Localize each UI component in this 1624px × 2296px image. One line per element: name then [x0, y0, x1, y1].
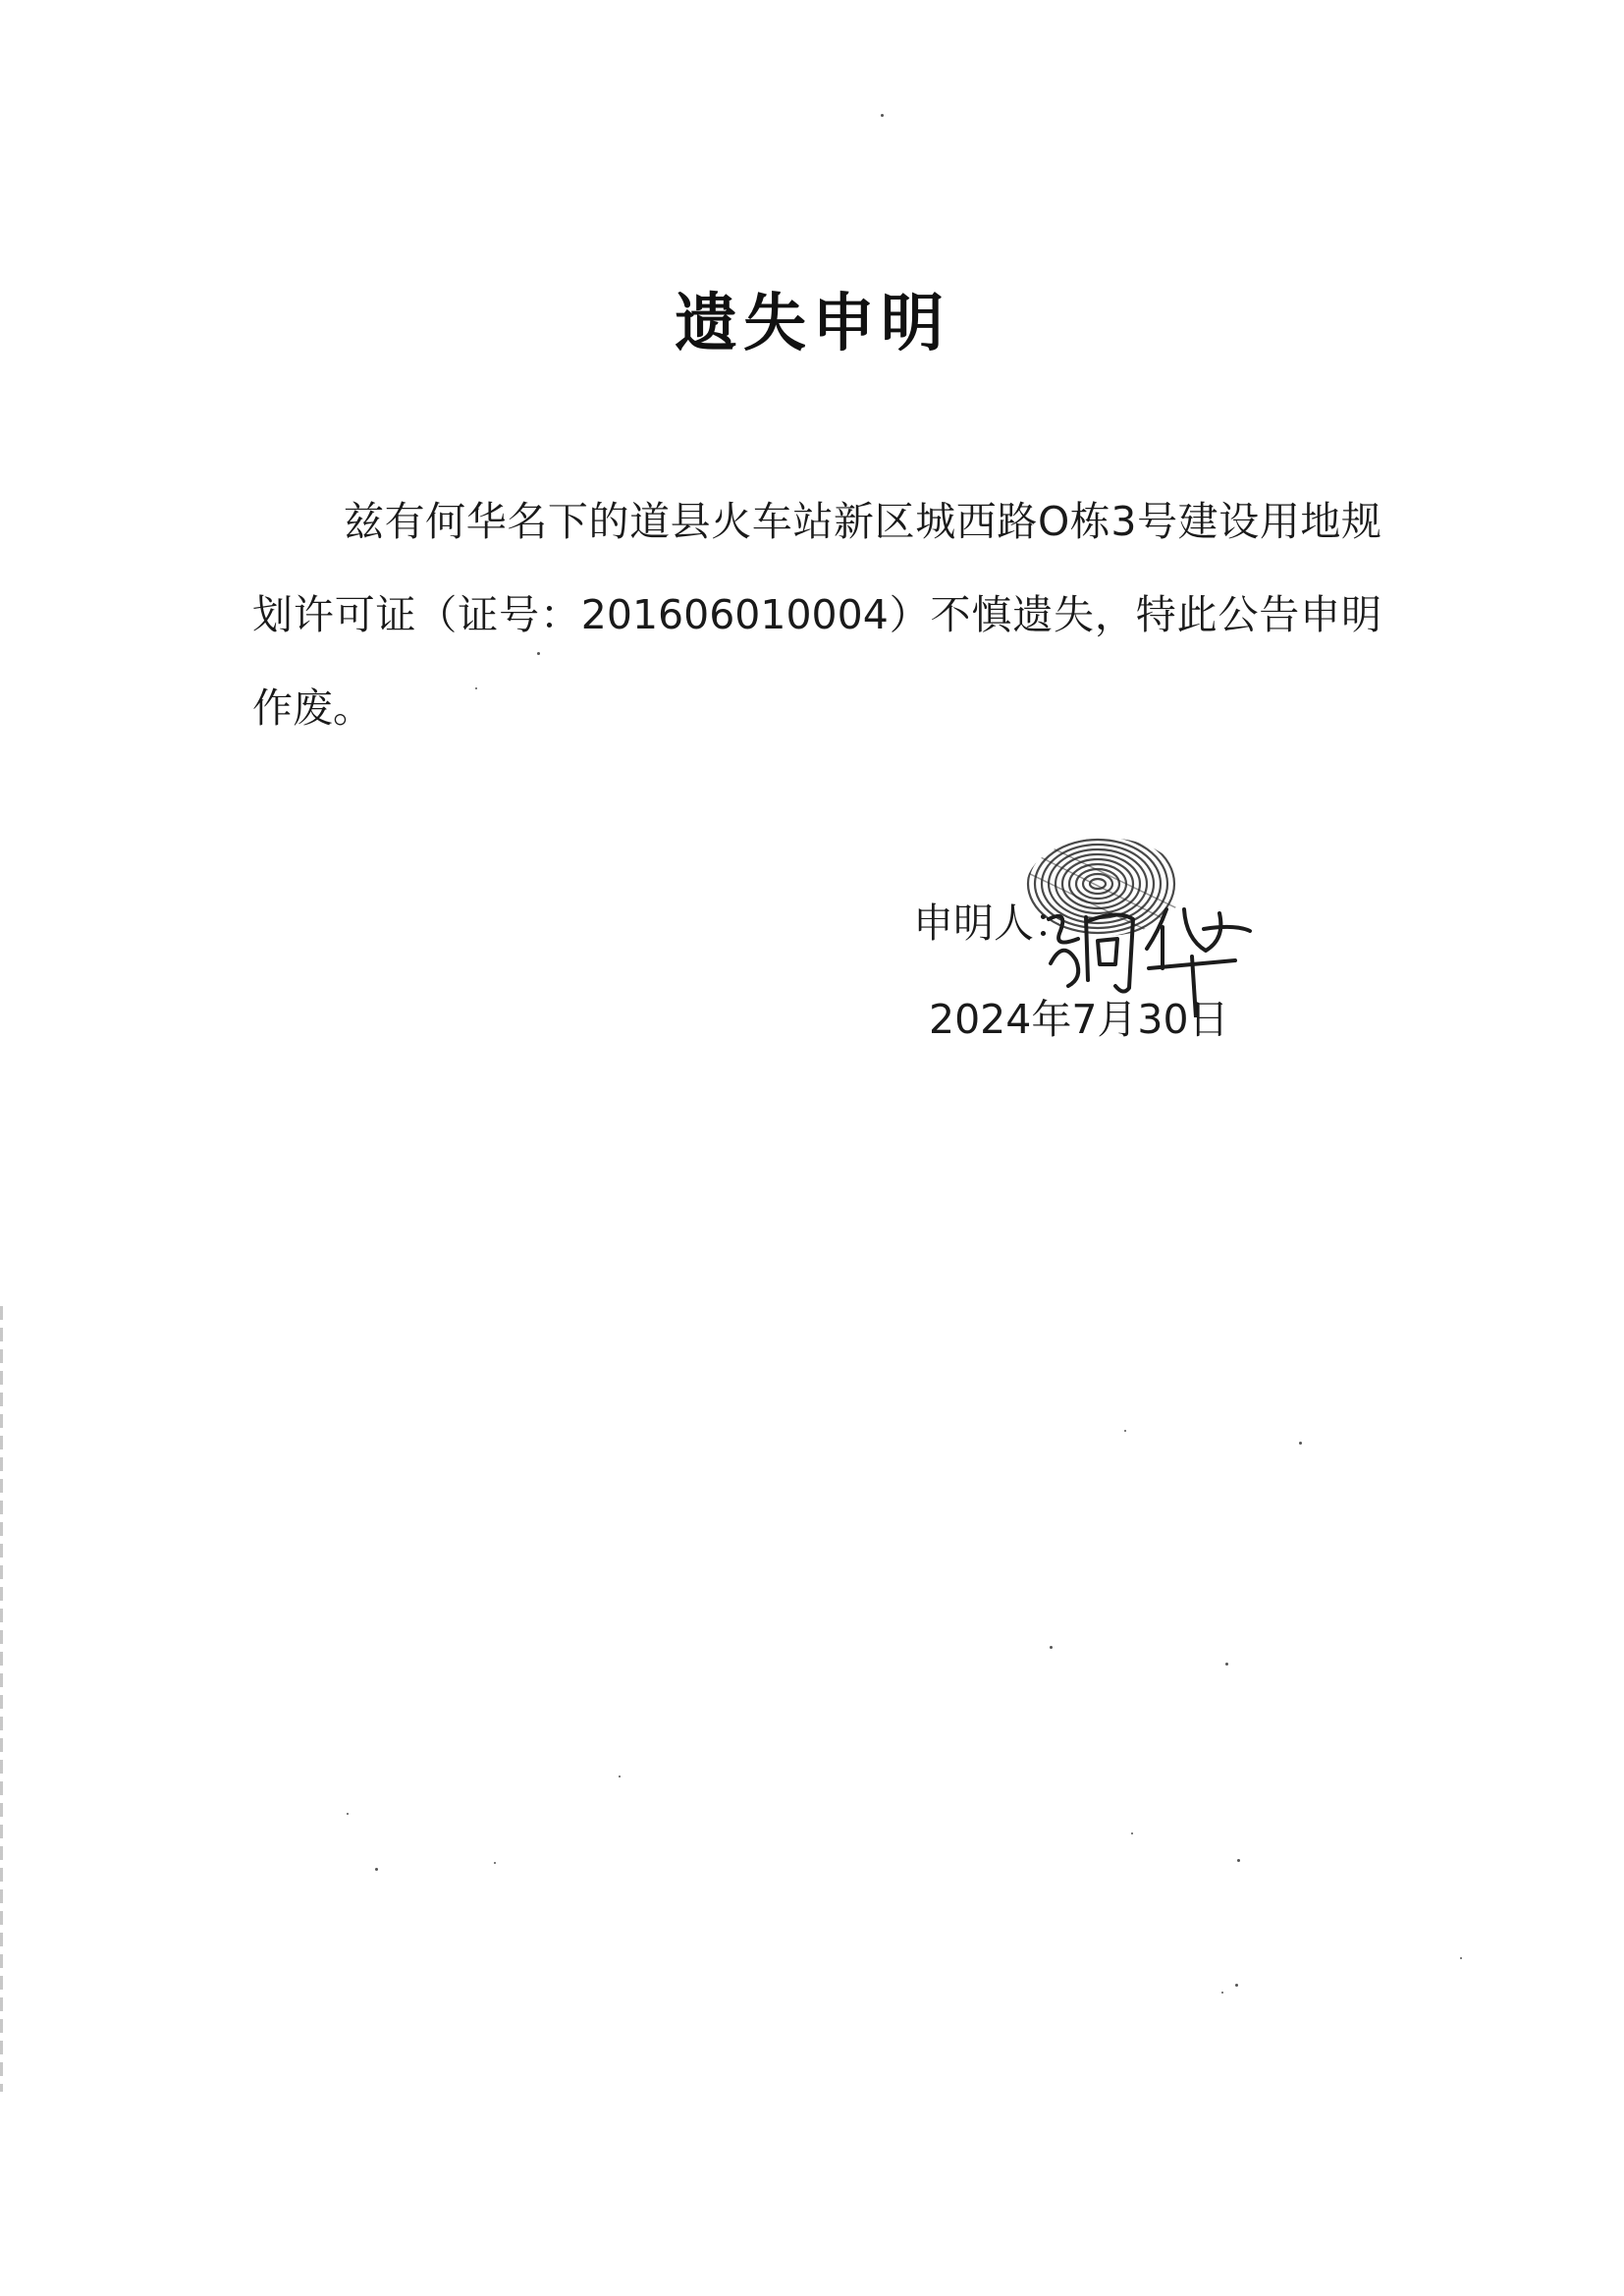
document-title: 遗失申明	[675, 288, 949, 360]
scan-speck	[619, 1776, 621, 1777]
scan-speck	[494, 1862, 496, 1864]
scan-speck	[1221, 1992, 1223, 1994]
scan-speck	[1050, 1646, 1053, 1649]
scan-speck	[1225, 1663, 1228, 1666]
scan-speck	[1237, 1859, 1240, 1862]
scan-speck	[375, 1868, 378, 1871]
scan-speck	[1124, 1430, 1126, 1432]
scan-edge-artifact	[0, 1306, 3, 2092]
scan-speck	[1460, 1957, 1462, 1959]
signer-label: 申明人：	[913, 900, 1074, 947]
scan-speck	[1299, 1442, 1302, 1445]
scan-speck	[881, 114, 884, 117]
scan-speck	[347, 1813, 349, 1815]
scan-speck	[1131, 1832, 1133, 1834]
scan-speck	[475, 687, 477, 689]
scan-speck	[537, 652, 540, 655]
scan-speck	[1235, 1984, 1238, 1987]
document-date: 2024年7月30日	[929, 996, 1229, 1043]
document-body: 兹有何华名下的道县火车站新区城西路O栋3号建设用地规划许可证（证号：201606010004）不慎遗失，特此公告申明作废。	[252, 498, 1381, 732]
